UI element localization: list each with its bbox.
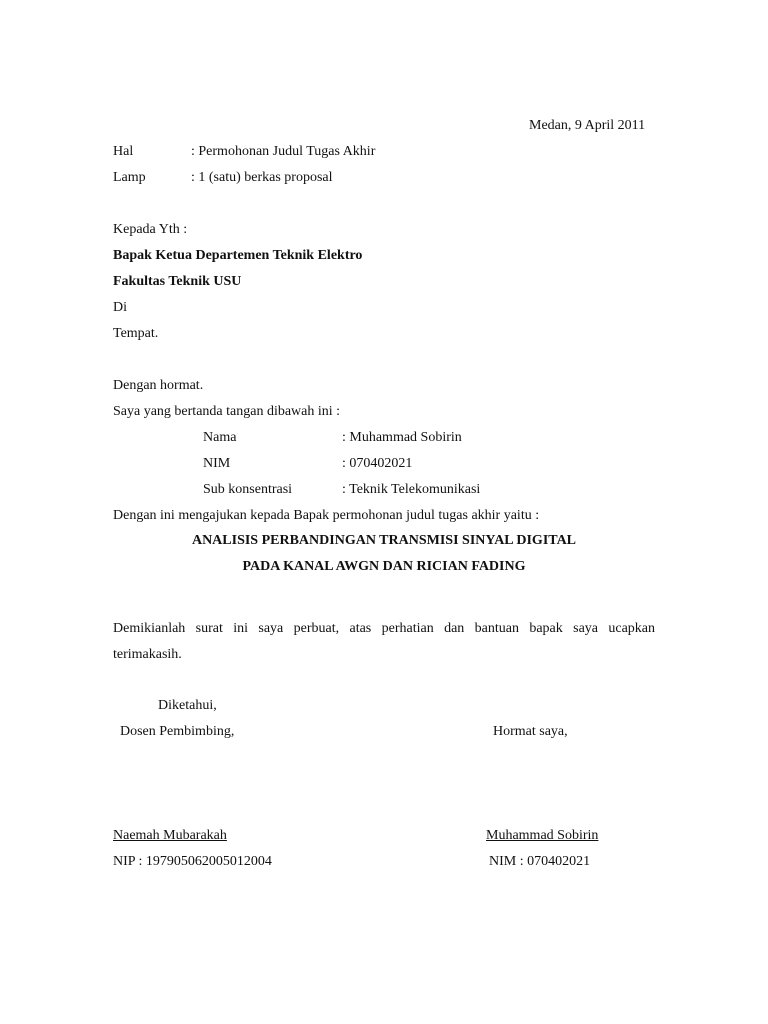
greeting: Dengan hormat. xyxy=(113,378,204,393)
advisor-nip: NIP : 197905062005012004 xyxy=(113,854,272,869)
field-label-name: Nama xyxy=(203,430,237,445)
place-date: Medan, 9 April 2011 xyxy=(529,118,646,133)
field-label-sub-concentration: Sub konsentrasi xyxy=(203,482,293,497)
subject-label: Hal xyxy=(113,144,134,159)
recipient-line-1: Bapak Ketua Departemen Teknik Elektro xyxy=(113,248,363,263)
advisor-title: Dosen Pembimbing, xyxy=(120,724,235,739)
request-line: Dengan ini mengajukan kepada Bapak permohonan judul tugas akhir yaitu : xyxy=(113,508,540,523)
intro-line: Saya yang bertanda tangan dibawah ini : xyxy=(113,404,341,419)
recipient-line-3: Di xyxy=(113,300,127,315)
field-value-name: : Muhammad Sobirin xyxy=(342,430,462,445)
advisor-name: Naemah Mubarakah xyxy=(113,828,227,843)
subject-value: : Permohonan Judul Tugas Akhir xyxy=(191,144,376,159)
sender-nim: NIM : 070402021 xyxy=(489,854,591,869)
field-label-nim: NIM xyxy=(203,456,231,471)
recipient-line-4: Tempat. xyxy=(113,326,159,341)
closing-line-1: Demikianlah surat ini saya perbuat, atas perhatian dan bantuan bapak saya ucapkan xyxy=(113,621,655,636)
attachment-value: : 1 (satu) berkas proposal xyxy=(191,170,333,185)
sender-closing: Hormat saya, xyxy=(493,724,568,739)
attachment-label: Lamp xyxy=(113,170,146,185)
thesis-title-line-1: ANALISIS PERBANDINGAN TRANSMISI SINYAL DIGITAL xyxy=(191,533,577,548)
field-value-sub-concentration: : Teknik Telekomunikasi xyxy=(342,482,481,497)
thesis-title-line-2: PADA KANAL AWGN DAN RICIAN FADING xyxy=(242,559,526,574)
to-intro: Kepada Yth : xyxy=(113,222,188,237)
field-value-nim: : 070402021 xyxy=(342,456,413,471)
acknowledged-label: Diketahui, xyxy=(158,698,217,713)
closing-line-2: terimakasih. xyxy=(113,647,182,662)
sender-name: Muhammad Sobirin xyxy=(486,828,599,843)
recipient-line-2: Fakultas Teknik USU xyxy=(113,274,242,289)
